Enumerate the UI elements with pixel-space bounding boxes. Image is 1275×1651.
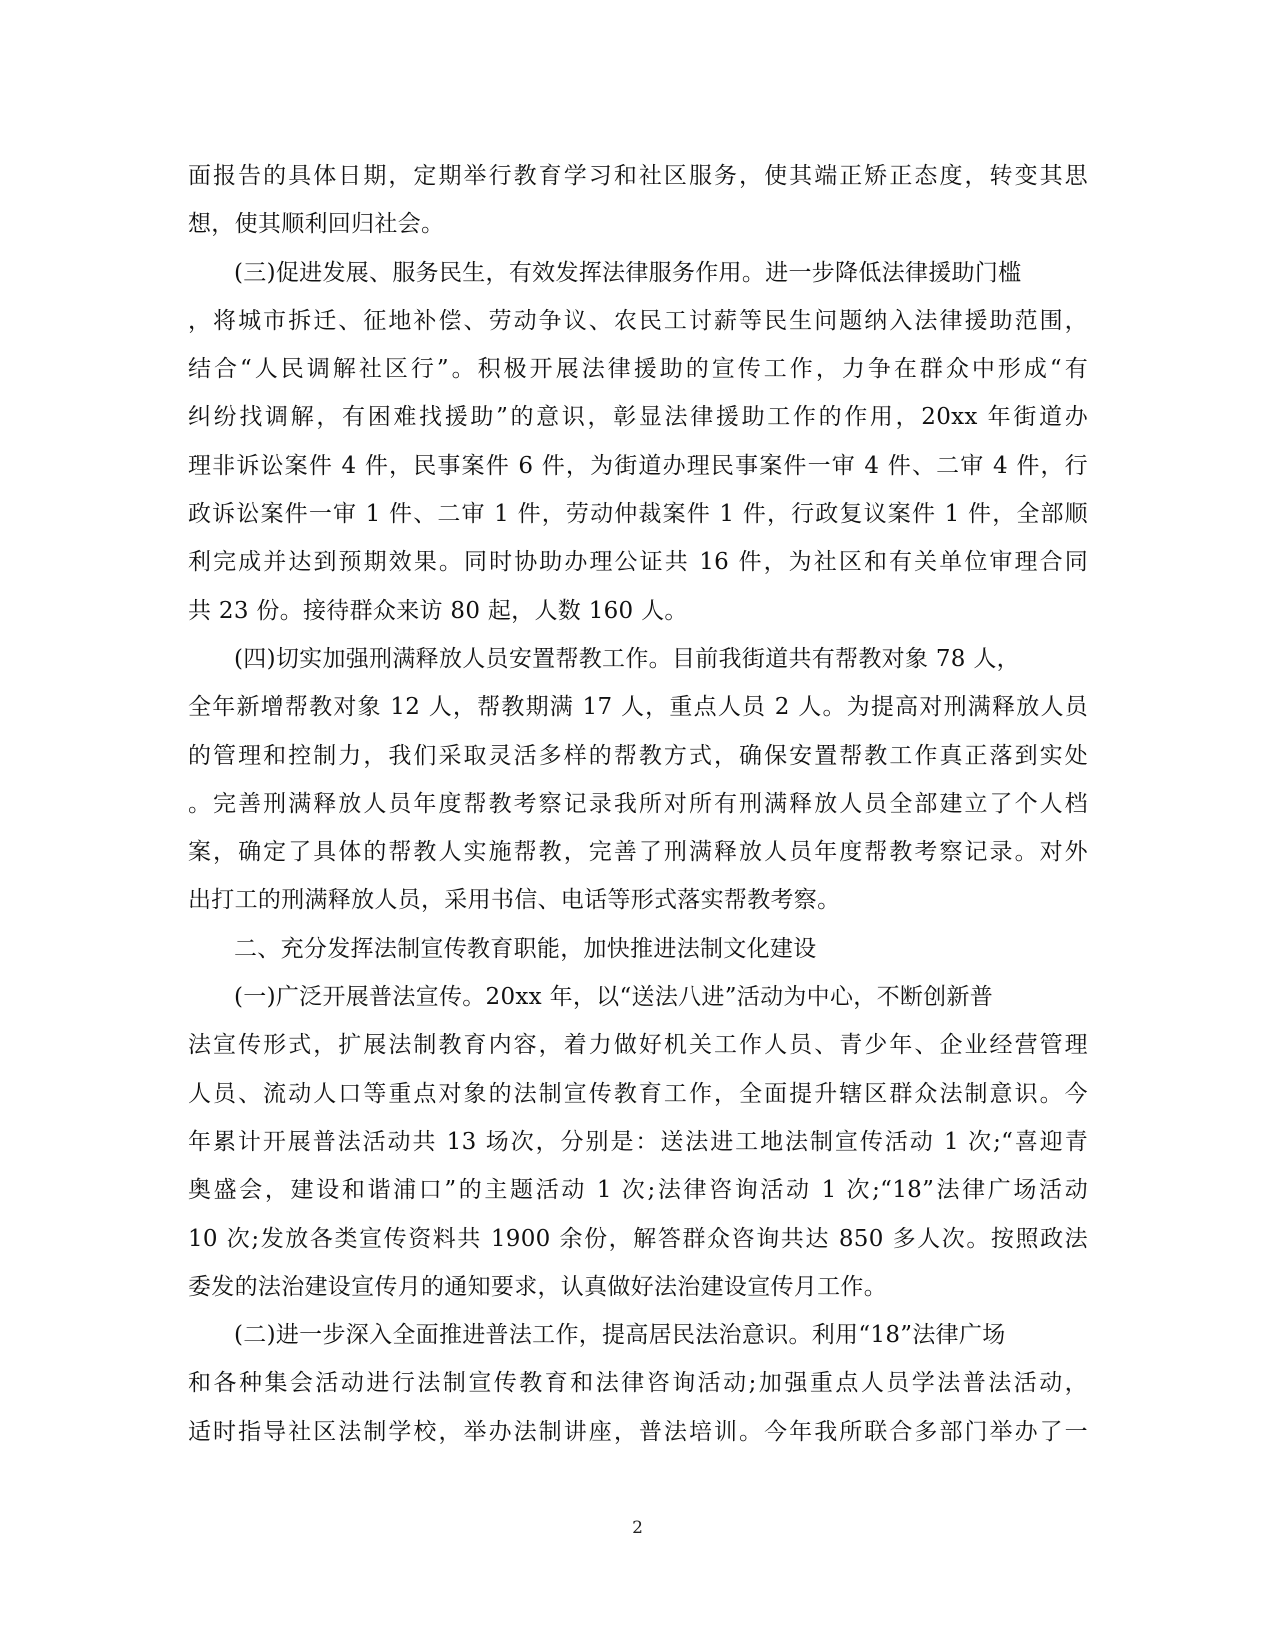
text-line: 想，使其顺利回归社会。	[188, 211, 445, 238]
chapter-heading-2: 二、充分发挥法制宣传教育职能，加快推进法制文化建设	[234, 935, 817, 962]
text-line: 出打工的刑满释放人员，采用书信、电话等形式落实帮教考察。	[188, 887, 841, 914]
text-line: 利完成并达到预期效果。同时协助办理公证共 16 件，为社区和有关单位审理合同	[188, 549, 1088, 576]
text-line: 法宣传形式，扩展法制教育内容，着力做好机关工作人员、青少年、企业经营管理	[188, 1032, 1088, 1059]
body-text	[188, 152, 1088, 1456]
text-line: 纠纷找调解，有困难找援助”的意识，彰显法律援助工作的作用，20xx 年街道办	[188, 404, 1088, 431]
text-line: ，将城市拆迁、征地补偿、劳动争议、农民工讨薪等民生问题纳入法律援助范围，	[188, 307, 1088, 334]
section-heading-2: (二)进一步深入全面推进普法工作，提高居民法治意识。利用“18”法律广场	[234, 1322, 1006, 1349]
text-line: 理非诉讼案件 4 件，民事案件 6 件，为街道办理民事案件一审 4 件、二审 4 件，行	[188, 452, 1088, 479]
text-line: 年累计开展普法活动共 13 场次，分别是：送法进工地法制宣传活动 1 次;“喜迎青	[188, 1128, 1088, 1155]
section-heading-3: (三)促进发展、服务民生，有效发挥法律服务作用。进一步降低法律援助门槛	[234, 259, 1022, 286]
section-heading-1: (一)广泛开展普法宣传。20xx 年，以“送法八进”活动为中心，不断创新普	[234, 984, 994, 1011]
text-line: 适时指导社区法制学校，举办法制讲座，普法培训。今年我所联合多部门举办了一	[188, 1418, 1088, 1445]
text-line: 面报告的具体日期，定期举行教育学习和社区服务，使其端正矫正态度，转变其思	[188, 163, 1088, 189]
text-line: 和各种集会活动进行法制宣传教育和法律咨询活动;加强重点人员学法普法活动，	[188, 1370, 1088, 1397]
text-line: 委发的法治建设宣传月的通知要求，认真做好法治建设宣传月工作。	[188, 1273, 887, 1300]
text-line: 10 次;发放各类宣传资料共 1900 余份，解答群众咨询共达 850 多人次。按照政法	[188, 1225, 1088, 1252]
text-line: 政诉讼案件一审 1 件、二审 1 件，劳动仲裁案件 1 件，行政复议案件 1 件，全部顺	[188, 501, 1088, 528]
section-heading-4: (四)切实加强刑满释放人员安置帮教工作。目前我街道共有帮教对象 78 人，	[234, 645, 1020, 672]
text-line: 全年新增帮教对象 12 人，帮教期满 17 人，重点人员 2 人。为提高对刑满释放人员	[188, 694, 1088, 721]
text-line: 共 23 份。接待群众来访 80 起，人数 160 人。	[188, 597, 688, 624]
page-number: 2	[632, 1518, 643, 1538]
text-line: 结合“人民调解社区行”。积极开展法律援助的宣传工作，力争在群众中形成“有	[188, 356, 1088, 383]
text-line: 奥盛会，建设和谐浦口”的主题活动 1 次;法律咨询活动 1 次;“18”法律广场活动	[188, 1177, 1088, 1204]
text-line: 。完善刑满释放人员年度帮教考察记录我所对所有刑满释放人员全部建立了个人档	[188, 790, 1088, 817]
text-line: 案，确定了具体的帮教人实施帮教，完善了刑满释放人员年度帮教考察记录。对外	[188, 839, 1088, 866]
text-line: 的管理和控制力，我们采取灵活多样的帮教方式，确保安置帮教工作真正落到实处	[188, 742, 1088, 769]
text-line: 人员、流动人口等重点对象的法制宣传教育工作，全面提升辖区群众法制意识。今	[188, 1080, 1088, 1107]
